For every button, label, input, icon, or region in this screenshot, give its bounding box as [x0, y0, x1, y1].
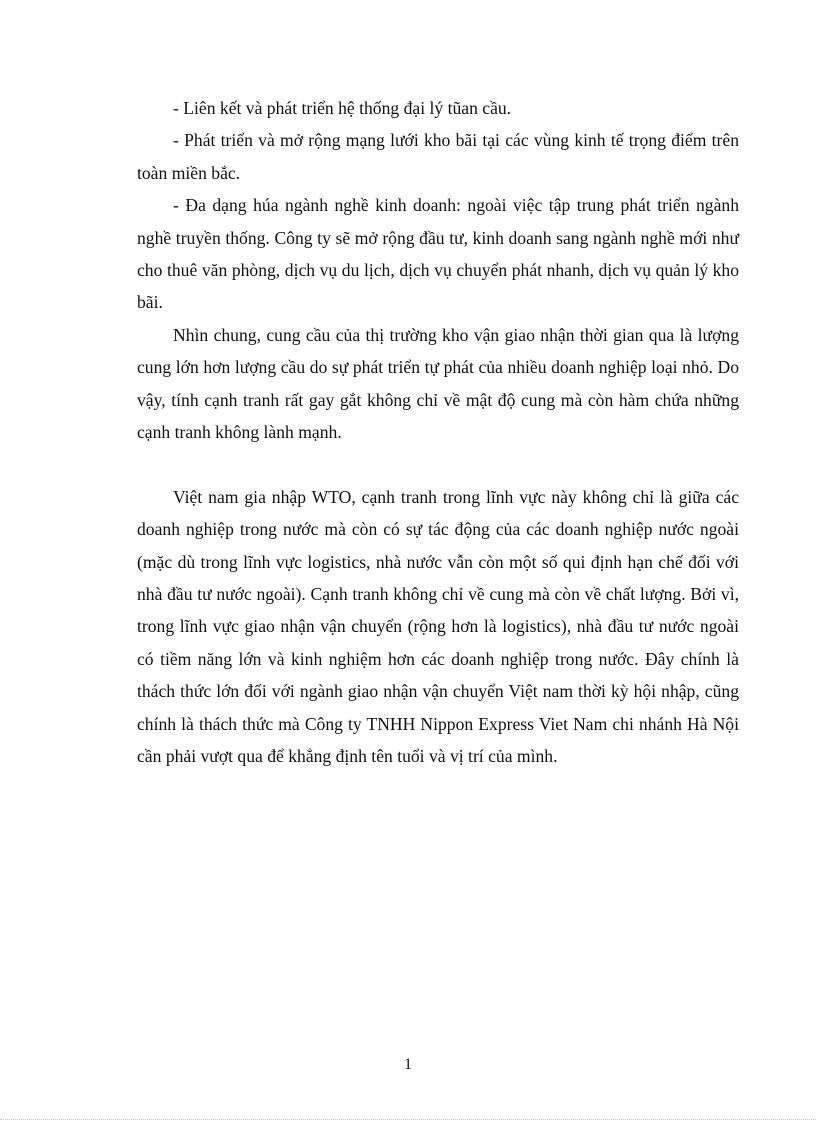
paragraph-wto-competition: Việt nam gia nhập WTO, cạnh tranh trong lĩnh vực này không chỉ là giữa các doanh nghiệp trong nước mà còn có sự tác động của các doanh nghiệp nước ngoài (mặc dù trong lĩnh vực logistics, nhà nước vẫn còn một số qui định hạn chế đối với nhà đầu tư nước ngoài). Cạnh tranh không chỉ về cung mà còn về chất lượng. Bởi vì, trong lĩnh vực giao nhận vận chuyển (rộng hơn là logistics), nhà đầu tư nước ngoài có tiềm năng lớn và kinh nghiệm hơn các doanh nghiệp trong nước. Đây chính là thách thức lớn đối với ngành giao nhận vận chuyển Việt nam thời kỳ hội nhập, cũng chính là thách thức mà Công ty TNHH Nippon Express Viet Nam chi nhánh Hà Nội cần phải vượt qua để khẳng định tên tuổi và vị trí của mình. — [137, 486, 739, 767]
paragraph-global-agency: - Liên kết và phát triển hệ thống đại lý tũan cầu. — [173, 98, 512, 118]
page-bottom-border — [0, 1119, 816, 1120]
paragraph-business-diversification: - Đa dạng húa ngành nghề kinh doanh: ngoài việc tập trung phát triển ngành nghề truyền thống. Công ty sẽ mở rộng đầu tư, kinh doanh sang ngành nghề mới như cho thuê văn phòng, dịch vụ du lịch, dịch vụ chuyển phát nhanh, dịch vụ quản lý kho bãi. — [137, 195, 739, 313]
document-body — [137, 92, 739, 773]
paragraph-warehouse-network: - Phát triển và mở rộng mạng lưới kho bãi tại các vùng kinh tế trọng điểm trên toàn miền bắc. — [137, 130, 739, 183]
page-number: 1 — [404, 1056, 412, 1073]
paragraph-market-overview: Nhìn chung, cung cầu của thị trường kho vận giao nhận thời gian qua là lượng cung lớn hơn lượng cầu do sự phát triển tự phát của nhiều doanh nghiệp loại nhỏ. Do vậy, tính cạnh tranh rất gay gắt không chỉ về mật độ cung mà còn hàm chứa những cạnh tranh không lành mạnh. — [137, 324, 739, 443]
